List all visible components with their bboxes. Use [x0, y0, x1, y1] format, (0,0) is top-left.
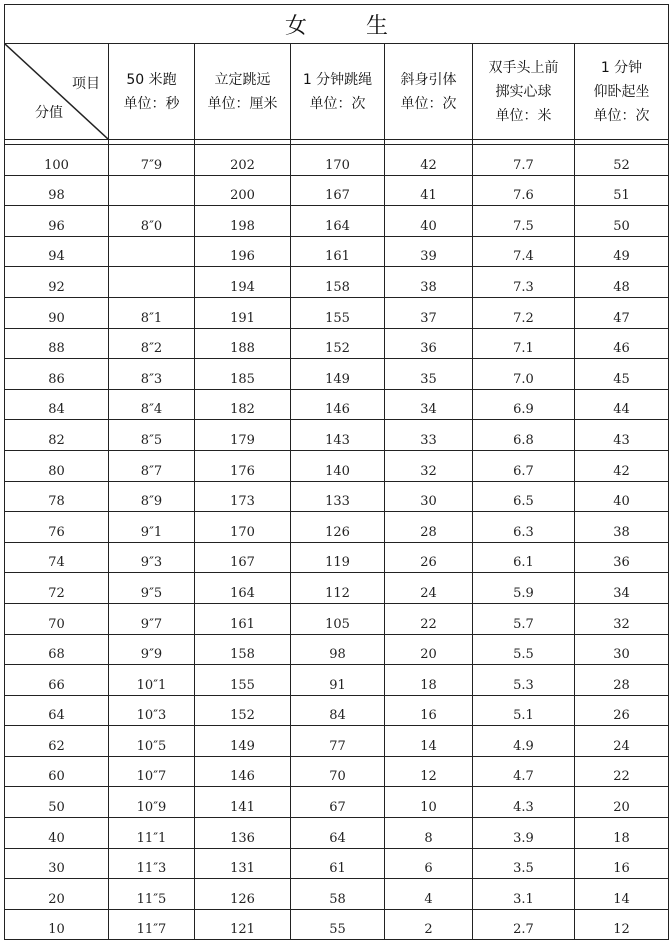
- ball-throw-cell: 6.5: [473, 481, 575, 512]
- sit-up-cell: 45: [575, 359, 669, 390]
- pull-up-cell: 6: [385, 848, 473, 879]
- score-cell: 76: [5, 512, 109, 543]
- score-table: [4, 4, 669, 940]
- pull-up-cell: 12: [385, 756, 473, 787]
- long-jump-cell: 155: [195, 665, 291, 696]
- long-jump-cell: 198: [195, 206, 291, 237]
- long-jump-cell: 200: [195, 175, 291, 206]
- rope-skip-cell: 112: [291, 573, 385, 604]
- header-line: 50 米跑: [126, 71, 177, 88]
- ball-throw-cell: 4.7: [473, 756, 575, 787]
- ball-throw-cell: 4.9: [473, 726, 575, 757]
- header-line: 掷实心球: [495, 83, 552, 100]
- run-50m-cell: 8″9: [109, 481, 195, 512]
- ball-throw-cell: 7.2: [473, 297, 575, 328]
- ball-throw-cell: 5.7: [473, 603, 575, 634]
- table-row: [5, 267, 669, 298]
- run-50m-cell: 9″3: [109, 542, 195, 573]
- header-line: 1 分钟跳绳: [302, 71, 373, 88]
- header-line: 仰卧起坐: [593, 83, 650, 100]
- pull-up-cell: 10: [385, 787, 473, 818]
- run-50m-cell: 10″5: [109, 726, 195, 757]
- sit-up-cell: 48: [575, 267, 669, 298]
- score-cell: 100: [5, 145, 109, 176]
- pull-up-cell: 42: [385, 145, 473, 176]
- score-cell: 92: [5, 267, 109, 298]
- score-cell: 98: [5, 175, 109, 206]
- score-cell: 86: [5, 359, 109, 390]
- score-cell: 10: [5, 909, 109, 940]
- pull-up-cell: 32: [385, 450, 473, 481]
- run-50m-cell: 9″5: [109, 573, 195, 604]
- table-row: [5, 787, 669, 818]
- run-50m-cell: 8″5: [109, 420, 195, 451]
- long-jump-cell: 136: [195, 818, 291, 849]
- sit-up-cell: 47: [575, 297, 669, 328]
- run-50m-cell: 9″9: [109, 634, 195, 665]
- rope-skip-cell: 55: [291, 909, 385, 940]
- ball-throw-cell: 6.8: [473, 420, 575, 451]
- pull-up-cell: 26: [385, 542, 473, 573]
- sit-up-cell: 34: [575, 573, 669, 604]
- header-50m-run: [109, 44, 195, 140]
- header-standing-long-jump: [195, 44, 291, 140]
- rope-skip-cell: 146: [291, 389, 385, 420]
- ball-throw-cell: 7.1: [473, 328, 575, 359]
- rope-skip-cell: 77: [291, 726, 385, 757]
- header-line: 双手头上前: [488, 59, 559, 76]
- run-50m-cell: 8″0: [109, 206, 195, 237]
- score-cell: 80: [5, 450, 109, 481]
- score-cell: 50: [5, 787, 109, 818]
- rope-skip-cell: 155: [291, 297, 385, 328]
- sit-up-cell: 52: [575, 145, 669, 176]
- rope-skip-cell: 161: [291, 236, 385, 267]
- sit-up-cell: 46: [575, 328, 669, 359]
- pull-up-cell: 38: [385, 267, 473, 298]
- pull-up-cell: 36: [385, 328, 473, 359]
- sit-up-cell: 26: [575, 695, 669, 726]
- ball-throw-cell: 3.9: [473, 818, 575, 849]
- score-cell: 82: [5, 420, 109, 451]
- pull-up-cell: 22: [385, 603, 473, 634]
- ball-throw-cell: 7.5: [473, 206, 575, 237]
- score-cell: 40: [5, 818, 109, 849]
- rope-skip-cell: 61: [291, 848, 385, 879]
- ball-throw-cell: 6.9: [473, 389, 575, 420]
- header-inclined-pull-up: [385, 44, 473, 140]
- score-cell: 70: [5, 603, 109, 634]
- score-cell: 60: [5, 756, 109, 787]
- pull-up-cell: 14: [385, 726, 473, 757]
- long-jump-cell: 188: [195, 328, 291, 359]
- pull-up-cell: 18: [385, 665, 473, 696]
- ball-throw-cell: 7.0: [473, 359, 575, 390]
- run-50m-cell: 11″3: [109, 848, 195, 879]
- run-50m-cell: 8″2: [109, 328, 195, 359]
- long-jump-cell: 141: [195, 787, 291, 818]
- sit-up-cell: 28: [575, 665, 669, 696]
- sit-up-cell: 38: [575, 512, 669, 543]
- header-line: 斜身引体: [400, 71, 457, 88]
- score-cell: 78: [5, 481, 109, 512]
- ball-throw-cell: 5.9: [473, 573, 575, 604]
- pull-up-cell: 41: [385, 175, 473, 206]
- corner-header: [5, 44, 109, 140]
- run-50m-cell: 11″5: [109, 879, 195, 910]
- run-50m-cell: [109, 267, 195, 298]
- rope-skip-cell: 126: [291, 512, 385, 543]
- ball-throw-cell: 7.6: [473, 175, 575, 206]
- score-cell: 72: [5, 573, 109, 604]
- header-sit-ups: [575, 44, 669, 140]
- sit-up-cell: 30: [575, 634, 669, 665]
- run-50m-cell: 11″1: [109, 818, 195, 849]
- table-row: [5, 848, 669, 879]
- table-row: [5, 634, 669, 665]
- long-jump-cell: 164: [195, 573, 291, 604]
- ball-throw-cell: 5.1: [473, 695, 575, 726]
- table-body: [5, 145, 669, 940]
- pull-up-cell: 4: [385, 879, 473, 910]
- table-row: [5, 389, 669, 420]
- ball-throw-cell: 5.3: [473, 665, 575, 696]
- rope-skip-cell: 84: [291, 695, 385, 726]
- rope-skip-cell: 167: [291, 175, 385, 206]
- rope-skip-cell: 58: [291, 879, 385, 910]
- sit-up-cell: 43: [575, 420, 669, 451]
- ball-throw-cell: 2.7: [473, 909, 575, 940]
- long-jump-cell: 121: [195, 909, 291, 940]
- ball-throw-cell: 6.3: [473, 512, 575, 543]
- table-row: [5, 145, 669, 176]
- long-jump-cell: 170: [195, 512, 291, 543]
- ball-throw-cell: 4.3: [473, 787, 575, 818]
- pull-up-cell: 8: [385, 818, 473, 849]
- table-row: [5, 818, 669, 849]
- pull-up-cell: 16: [385, 695, 473, 726]
- rope-skip-cell: 149: [291, 359, 385, 390]
- long-jump-cell: 146: [195, 756, 291, 787]
- rope-skip-cell: 119: [291, 542, 385, 573]
- table-row: [5, 328, 669, 359]
- long-jump-cell: 202: [195, 145, 291, 176]
- rope-skip-cell: 67: [291, 787, 385, 818]
- ball-throw-cell: 5.5: [473, 634, 575, 665]
- table-row: [5, 420, 669, 451]
- score-cell: 30: [5, 848, 109, 879]
- pull-up-cell: 24: [385, 573, 473, 604]
- corner-label-score: 分值: [35, 105, 63, 121]
- run-50m-cell: 10″3: [109, 695, 195, 726]
- table-row: [5, 175, 669, 206]
- long-jump-cell: 161: [195, 603, 291, 634]
- long-jump-cell: 158: [195, 634, 291, 665]
- run-50m-cell: 8″1: [109, 297, 195, 328]
- run-50m-cell: 11″7: [109, 909, 195, 940]
- rope-skip-cell: 164: [291, 206, 385, 237]
- pull-up-cell: 28: [385, 512, 473, 543]
- header-medicine-ball-throw: [473, 44, 575, 140]
- long-jump-cell: 167: [195, 542, 291, 573]
- sit-up-cell: 50: [575, 206, 669, 237]
- score-cell: 90: [5, 297, 109, 328]
- long-jump-cell: 126: [195, 879, 291, 910]
- table-row: [5, 695, 669, 726]
- long-jump-cell: 191: [195, 297, 291, 328]
- long-jump-cell: 149: [195, 726, 291, 757]
- table-row: [5, 726, 669, 757]
- pull-up-cell: 2: [385, 909, 473, 940]
- run-50m-cell: 7″9: [109, 145, 195, 176]
- header-unit: 单位：厘米: [207, 95, 278, 112]
- long-jump-cell: 131: [195, 848, 291, 879]
- long-jump-cell: 179: [195, 420, 291, 451]
- pull-up-cell: 35: [385, 359, 473, 390]
- score-cell: 68: [5, 634, 109, 665]
- long-jump-cell: 194: [195, 267, 291, 298]
- run-50m-cell: 8″7: [109, 450, 195, 481]
- sit-up-cell: 42: [575, 450, 669, 481]
- score-cell: 66: [5, 665, 109, 696]
- run-50m-cell: 9″1: [109, 512, 195, 543]
- sit-up-cell: 49: [575, 236, 669, 267]
- score-cell: 20: [5, 879, 109, 910]
- sit-up-cell: 16: [575, 848, 669, 879]
- score-cell: 62: [5, 726, 109, 757]
- sit-up-cell: 20: [575, 787, 669, 818]
- table-row: [5, 756, 669, 787]
- rope-skip-cell: 140: [291, 450, 385, 481]
- table-row: [5, 206, 669, 237]
- long-jump-cell: 176: [195, 450, 291, 481]
- run-50m-cell: 8″4: [109, 389, 195, 420]
- long-jump-cell: 173: [195, 481, 291, 512]
- pull-up-cell: 20: [385, 634, 473, 665]
- rope-skip-cell: 70: [291, 756, 385, 787]
- rope-skip-cell: 143: [291, 420, 385, 451]
- sit-up-cell: 12: [575, 909, 669, 940]
- rope-skip-cell: 98: [291, 634, 385, 665]
- header-line: 1 分钟: [600, 59, 643, 76]
- sit-up-cell: 22: [575, 756, 669, 787]
- run-50m-cell: 8″3: [109, 359, 195, 390]
- pull-up-cell: 39: [385, 236, 473, 267]
- pull-up-cell: 33: [385, 420, 473, 451]
- run-50m-cell: 10″9: [109, 787, 195, 818]
- table-row: [5, 297, 669, 328]
- header-row: [5, 44, 669, 140]
- score-cell: 74: [5, 542, 109, 573]
- header-unit: 单位：秒: [123, 95, 180, 112]
- table-row: [5, 359, 669, 390]
- pull-up-cell: 34: [385, 389, 473, 420]
- sit-up-cell: 18: [575, 818, 669, 849]
- score-cell: 94: [5, 236, 109, 267]
- sit-up-cell: 40: [575, 481, 669, 512]
- header-unit: 单位：次: [400, 95, 457, 112]
- rope-skip-cell: 152: [291, 328, 385, 359]
- table-row: [5, 236, 669, 267]
- header-unit: 单位：米: [495, 107, 552, 124]
- table-row: [5, 512, 669, 543]
- table-row: [5, 603, 669, 634]
- sit-up-cell: 36: [575, 542, 669, 573]
- sit-up-cell: 24: [575, 726, 669, 757]
- table-row: [5, 573, 669, 604]
- rope-skip-cell: 105: [291, 603, 385, 634]
- sit-up-cell: 32: [575, 603, 669, 634]
- rope-skip-cell: 170: [291, 145, 385, 176]
- long-jump-cell: 196: [195, 236, 291, 267]
- table-row: [5, 481, 669, 512]
- sit-up-cell: 51: [575, 175, 669, 206]
- header-unit: 单位：次: [309, 95, 366, 112]
- header-unit: 单位：次: [593, 107, 650, 124]
- table-row: [5, 542, 669, 573]
- ball-throw-cell: 7.7: [473, 145, 575, 176]
- score-cell: 88: [5, 328, 109, 359]
- run-50m-cell: [109, 175, 195, 206]
- score-cell: 96: [5, 206, 109, 237]
- table-row: [5, 879, 669, 910]
- table-row: [5, 909, 669, 940]
- table-row: [5, 450, 669, 481]
- ball-throw-cell: 7.3: [473, 267, 575, 298]
- run-50m-cell: [109, 236, 195, 267]
- run-50m-cell: 10″7: [109, 756, 195, 787]
- long-jump-cell: 152: [195, 695, 291, 726]
- ball-throw-cell: 3.5: [473, 848, 575, 879]
- ball-throw-cell: 7.4: [473, 236, 575, 267]
- run-50m-cell: 10″1: [109, 665, 195, 696]
- rope-skip-cell: 158: [291, 267, 385, 298]
- title-row: [5, 5, 669, 44]
- table-title: 女 生: [5, 5, 669, 44]
- rope-skip-cell: 91: [291, 665, 385, 696]
- pull-up-cell: 40: [385, 206, 473, 237]
- ball-throw-cell: 3.1: [473, 879, 575, 910]
- pull-up-cell: 37: [385, 297, 473, 328]
- table-row: [5, 665, 669, 696]
- sit-up-cell: 44: [575, 389, 669, 420]
- long-jump-cell: 185: [195, 359, 291, 390]
- ball-throw-cell: 6.7: [473, 450, 575, 481]
- score-cell: 84: [5, 389, 109, 420]
- pull-up-cell: 30: [385, 481, 473, 512]
- rope-skip-cell: 133: [291, 481, 385, 512]
- header-rope-skipping: [291, 44, 385, 140]
- score-cell: 64: [5, 695, 109, 726]
- header-line: 立定跳远: [214, 71, 271, 88]
- sit-up-cell: 14: [575, 879, 669, 910]
- long-jump-cell: 182: [195, 389, 291, 420]
- rope-skip-cell: 64: [291, 818, 385, 849]
- ball-throw-cell: 6.1: [473, 542, 575, 573]
- corner-label-item: 项目: [72, 76, 100, 92]
- run-50m-cell: 9″7: [109, 603, 195, 634]
